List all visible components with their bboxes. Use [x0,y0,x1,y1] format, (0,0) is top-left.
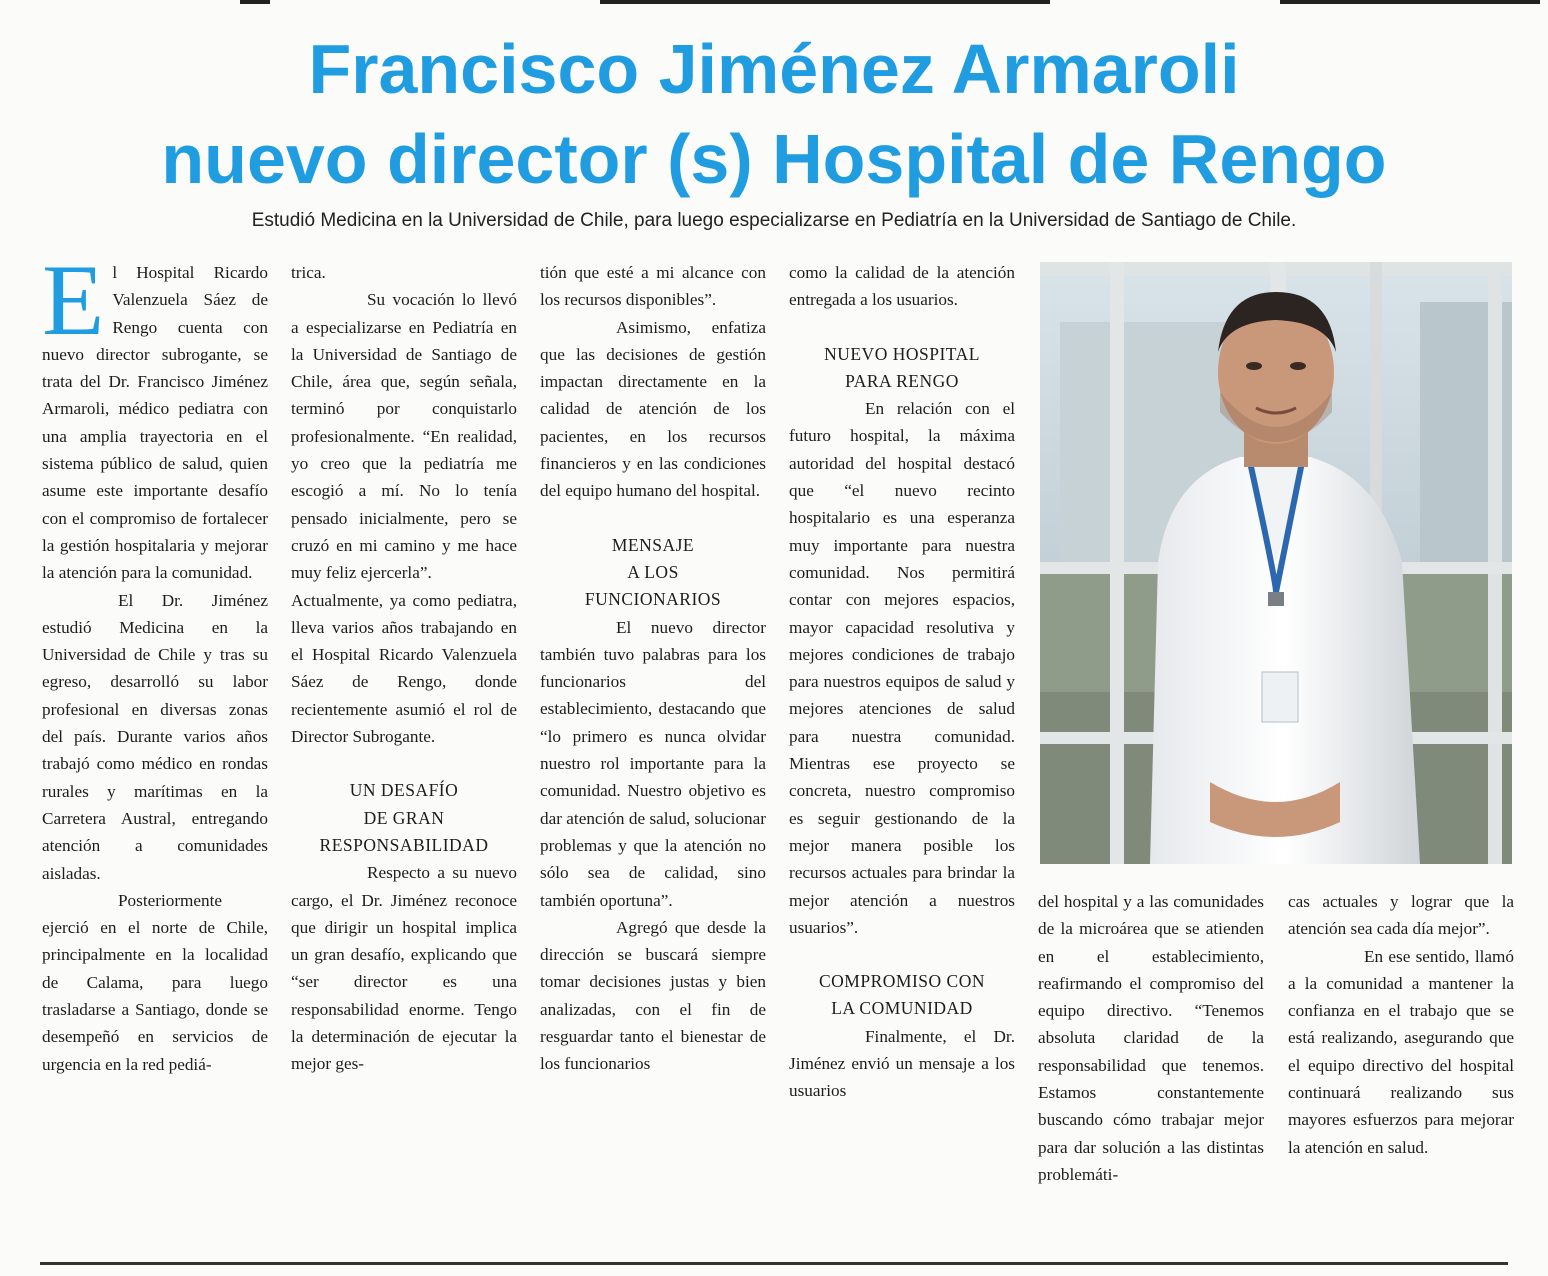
director-photo [1040,262,1512,864]
paragraph: del hospital y a las comunidades de la microárea que se atienden en el establecimiento, reafirmando el compromiso del equipo directivo. “Tenemos absoluta claridad de la responsabilidad que tenemos. Estamos constantemente buscando cómo trabajar mejor para dar solución a las distintas problemáti- [1038,892,1264,1184]
paragraph: l Hospital Ricardo Valenzuela Sáez de Rengo cuenta con nuevo director subrogante, se trata del Dr. Francisco Jiménez Armaroli, médico pediatra con una amplia trayectoria en el sistema público de salud, quien asume este importante desafío con el compromiso de fortalecer la gestión hospitalaria y mejorar la atención para la comunidad. [42,263,268,583]
paragraph: tión que esté a mi alcance con los recursos disponibles”. [540,263,766,310]
drop-cap: E [42,259,105,357]
top-rule [40,0,1508,6]
paragraph: como la calidad de la atención entregada a los usuarios. [789,263,1015,310]
paragraph: Asimismo, enfatiza que las decisiones de gestión impactan directamente en la calidad de atención de los pacientes, en los recursos financieros y en las condiciones del equipo humano del hospital. [540,317,766,501]
headline-line-2: nuevo director (s) Hospital de Rengo [161,120,1387,198]
paragraph: Finalmente, el Dr. Jiménez envió un mensaje a los usuarios [789,1026,1015,1101]
paragraph: En ese sentido, llamó a la comunidad a mantener la confianza en el trabajo que se está realizando, asegurando que el equipo directivo del hospital continuará realizando sus mayores esfuerzos para mejorar la atención en salud. [1288,946,1514,1157]
article-column-1 [42,259,268,1244]
article-column-4 [789,259,1015,1244]
section-heading: FUNCIONARIOS [584,589,722,610]
paragraph: Agregó que desde la dirección se buscará siempre tomar decisiones justas y bien analizadas, con el fin de resguardar tanto el bienestar de los funcionarios [540,917,766,1074]
section-heading: MENSAJE [611,534,695,555]
paragraph: El Dr. Jiménez estudió Medicina en la Universidad de Chile y tras su egreso, desarrolló su labor profesional en diversas zonas del país. Durante varios años trabajó como médico en rondas rurales y marítimas en la Carretera Austral, entregando atención a comunidades aisladas. [42,590,268,883]
section-heading: A LOS [627,561,679,582]
article-column-3 [540,259,766,1244]
paragraph: En relación con el futuro hospital, la máxima autoridad del hospital destacó que “el nuevo recinto hospitalario es una esperanza muy importante para nuestra comunidad. Nos permitirá contar con mejores espacios, mayor capacidad resolutiva y mejores condiciones de trabajo para nuestros equipos de salud y mejores atenciones de salud para nuestra comunidad. Mientras ese proyecto se concreta, nuestro compromiso es seguir gestionando de la mejor manera posible los recursos actuales para brindar la mejor atención a nuestros usuarios”. [789,399,1015,937]
paragraph: Posteriormente ejerció en el norte de Chile, principalmente en la localidad de Calama, para luego trasladarse a Santiago, donde se desempeñó en servicios de urgencia en la red pediá- [42,890,268,1074]
paragraph: Actualmente, ya como pediatra, lleva varios años trabajando en el Hospital Ricardo Valenzuela Sáez de Rengo, donde recientemente asumió el rol de Director Subrogante. [291,590,517,747]
paragraph: Su vocación lo llevó a especializarse en Pediatría en la Universidad de Santiago de Chile, área que, según señala, terminó por conquistarlo profesionalmente. “En realidad, yo creo que la pediatría me escogió a mí. No lo tenía pensado inicialmente, pero se cruzó en mi camino y me hace muy feliz ejercerla”. [291,290,517,583]
section-heading: COMPROMISO CON [819,971,985,992]
section-heading: LA COMUNIDAD [831,998,973,1019]
article-column-5 [1038,888,1264,1244]
section-heading: NUEVO HOSPITAL [824,343,980,364]
section-heading: UN DESAFÍO [349,780,459,801]
article-column-2 [291,259,517,1244]
section-heading: PARA RENGO [845,370,959,391]
headline-line-1: Francisco Jiménez Armaroli [308,30,1240,108]
section-heading: DE GRAN [363,807,445,828]
article-column-6 [1288,888,1514,1244]
section-heading: RESPONSABILIDAD [319,834,489,855]
paragraph: cas actuales y lograr que la atención sea cada día mejor”. [1288,892,1514,939]
paragraph: Respecto a su nuevo cargo, el Dr. Jiménez reconoce que dirigir un hospital implica un gran desafío, explicando que “ser director es una responsabilidad enorme. Tengo la determinación de ejecutar la mejor ges- [291,863,517,1074]
deck-subtitle: Estudió Medicina en la Universidad de Chile, para luego especializarse en Pediatría en la Universidad de Santiago de Chile. [251,210,1297,231]
bottom-rule [40,1262,1508,1265]
paragraph: trica. [291,263,326,282]
paragraph: El nuevo director también tuvo palabras para los funcionarios del establecimiento, destacando que “lo primero es nunca olvidar nuestro rol importante para la comunidad. Nuestro objetivo es dar atención de salud, solucionar problemas y que la atención no sólo sea de calidad, sino también oportuna”. [540,617,766,910]
